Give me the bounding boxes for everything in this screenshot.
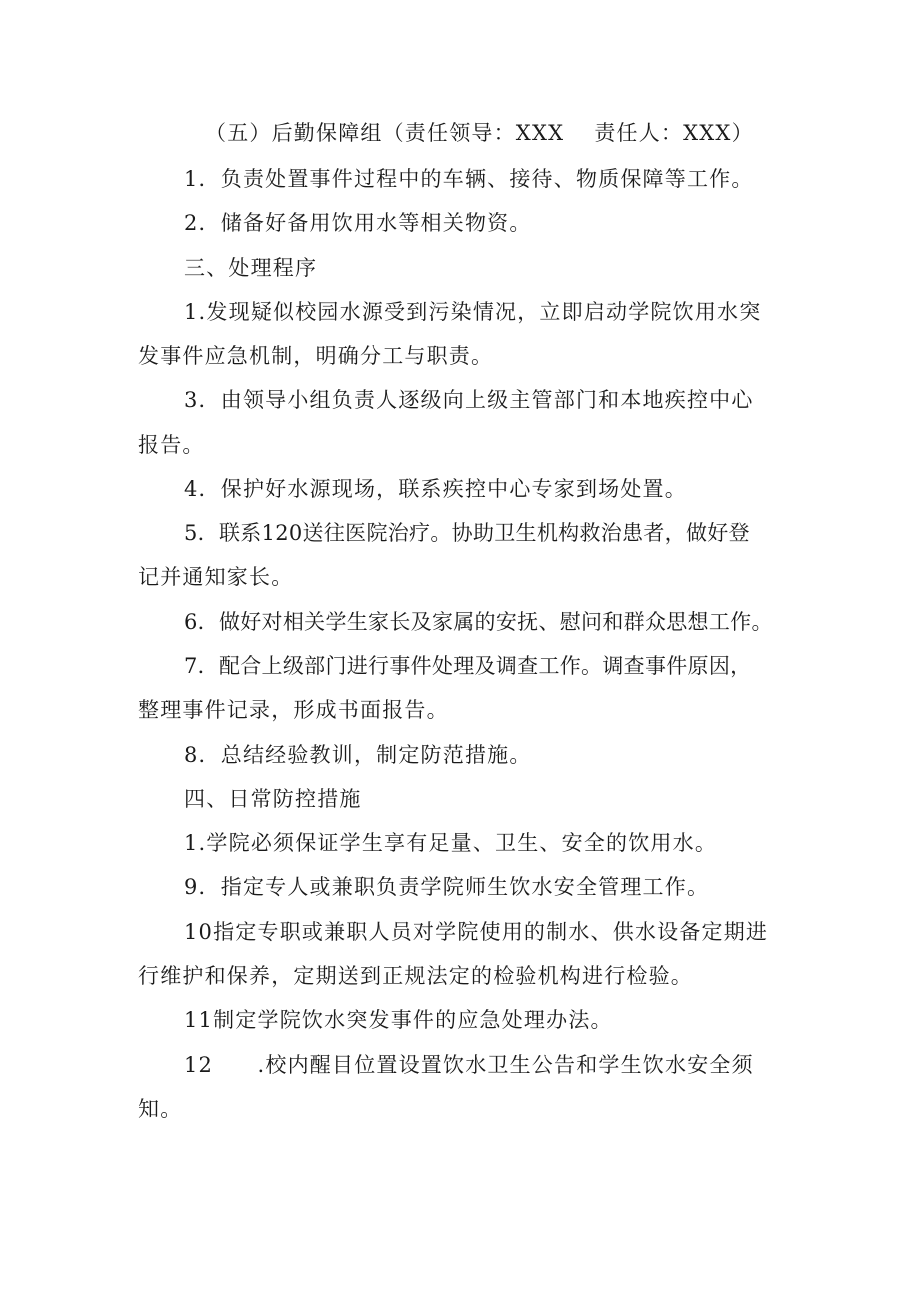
section-heading-logistics: （五）后勤保障组（责任领导：XXX 责任人：XXX） [205,121,754,145]
paragraph-line: 整理事件记录，形成书面报告。 [138,698,449,722]
section-heading-prevention: 四、日常防控措施 [184,787,362,811]
paragraph-line: 记并通知家长。 [138,565,294,589]
paragraph-line: 3．由领导小组负责人逐级向上级主管部门和本地疾控中心 [184,388,754,412]
paragraph-line: 8．总结经验教训，制定防范措施。 [184,743,532,767]
paragraph-line: 4．保护好水源现场，联系疾控中心专家到场处置。 [184,477,687,501]
paragraph-line: 知。 [138,1097,183,1121]
paragraph-line: 2．储备好备用饮用水等相关物资。 [184,211,532,235]
paragraph-line: 行维护和保养，定期送到正规法定的检验机构进行检验。 [138,964,693,988]
paragraph-line: 报告。 [138,433,205,457]
paragraph-line: 12 .校内醒目位置设置饮水卫生公告和学生饮水安全须 [184,1053,754,1077]
paragraph-line: 9．指定专人或兼职负责学院师生饮水安全管理工作。 [184,875,710,899]
paragraph-line: 1.发现疑似校园水源受到污染情况，立即启动学院饮用水突 [184,300,762,324]
paragraph-line: 7．配合上级部门进行事件处理及调查工作。调查事件原因， [184,654,752,678]
paragraph-line: 1.学院必须保证学生享有足量、卫生、安全的饮用水。 [184,831,718,855]
paragraph-line: 6．做好对相关学生家长及家属的安抚、慰问和群众思想工作。 [184,610,773,634]
paragraph-line: 1．负责处置事件过程中的车辆、接待、物质保障等工作。 [184,167,754,191]
section-heading-procedure: 三、处理程序 [184,256,318,280]
paragraph-line: 11制定学院饮水突发事件的应急处理办法。 [184,1008,613,1032]
paragraph-line: 5．联系120送往医院治疗。协助卫生机构救治患者，做好登 [184,521,750,545]
paragraph-line: 10指定专职或兼职人员对学院使用的制水、供水设备定期进 [184,920,769,944]
paragraph-line: 发事件应急机制，明确分工与职责。 [138,344,494,368]
